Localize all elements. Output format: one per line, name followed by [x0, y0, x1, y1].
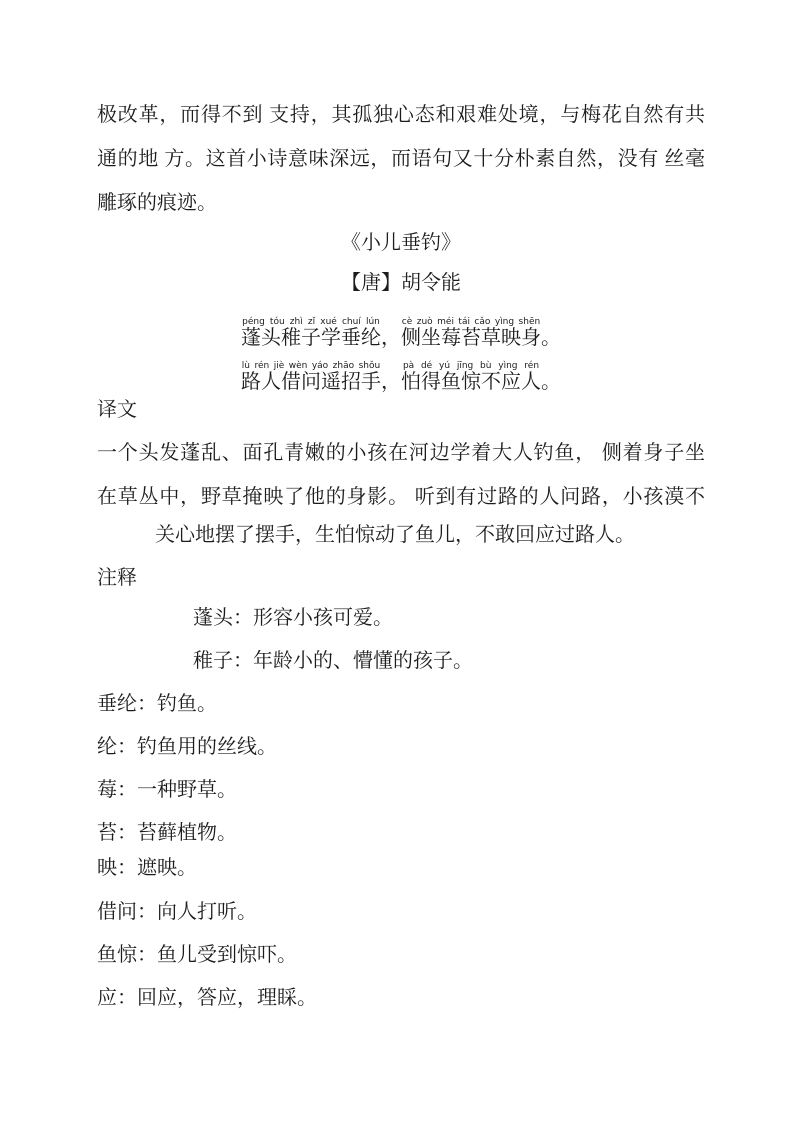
notes-heading: 注释	[97, 567, 137, 589]
note-entry-zhizi: 稚子：年龄小的、懵懂的孩子。	[193, 650, 473, 672]
poem-hemistich	[401, 317, 541, 349]
intro-line-3: 雕琢的痕迹。	[97, 192, 217, 214]
poem-title: 《小儿垂钓》	[341, 232, 461, 254]
intro-line-2: 通的地 方。这首小诗意味深远，而语句又十分朴素自然，没有 丝毫	[97, 148, 705, 170]
poem-hemistich	[241, 361, 381, 393]
pinyin-annotation: lù rén jiè wèn yáo zhāo shǒu	[241, 361, 381, 371]
note-entry-chuilun: 垂纶：钓鱼。	[97, 693, 217, 715]
poem-text: 怕得鱼惊不应人	[401, 371, 541, 393]
note-entry-yingda: 应：回应，答应，理睬。	[97, 987, 317, 1009]
poem-text: 路人借问遥招手	[241, 371, 381, 393]
poem-line-1	[97, 317, 705, 350]
translation-line-2: 在草丛中，野草掩映了他的身影。 听到有过路的人问路，小孩漠不	[97, 486, 705, 508]
translation-line-1: 一个头发蓬乱、面孔青嫩的小孩在河边学着大人钓鱼， 侧着身子坐	[97, 442, 705, 464]
note-entry-mei: 莓：一种野草。	[97, 779, 237, 801]
note-entry-ying: 映：遮映。	[97, 857, 197, 879]
note-entry-lun: 纶：钓鱼用的丝线。	[97, 736, 277, 758]
poem-punctuation: ，	[381, 327, 401, 349]
translation-line-3: 关心地摆了摆手，生怕惊动了鱼儿，不敢回应过路人。	[155, 524, 635, 546]
poem-hemistich	[401, 361, 541, 393]
poem-line-2	[97, 361, 705, 394]
translation-heading: 译文	[97, 399, 137, 421]
note-entry-pengtou: 蓬头：形容小孩可爱。	[193, 607, 393, 629]
pinyin-annotation: pà dé yú jīng bù yìng rén	[401, 361, 541, 371]
poem-hemistich	[241, 317, 381, 349]
poem-punctuation: 。	[541, 327, 561, 349]
note-entry-jiewen: 借问：向人打听。	[97, 901, 257, 923]
note-entry-yujing: 鱼惊：鱼儿受到惊吓。	[97, 944, 297, 966]
poem-text: 蓬头稚子学垂纶	[241, 327, 381, 349]
pinyin-annotation: péng tóu zhì zǐ xué chuí lún	[241, 317, 381, 327]
poem-punctuation: ，	[381, 371, 401, 393]
poem-punctuation: 。	[541, 371, 561, 393]
poem-text: 侧坐莓苔草映身	[401, 327, 541, 349]
intro-line-1: 极改革，而得不到 支持，其孤独心态和艰难处境，与梅花自然有共	[97, 104, 705, 126]
note-entry-tai: 苔：苔藓植物。	[97, 822, 237, 844]
poem-author: 【唐】胡令能	[341, 272, 461, 294]
pinyin-annotation: cè zuò méi tái cǎo yìng shēn	[401, 317, 541, 327]
